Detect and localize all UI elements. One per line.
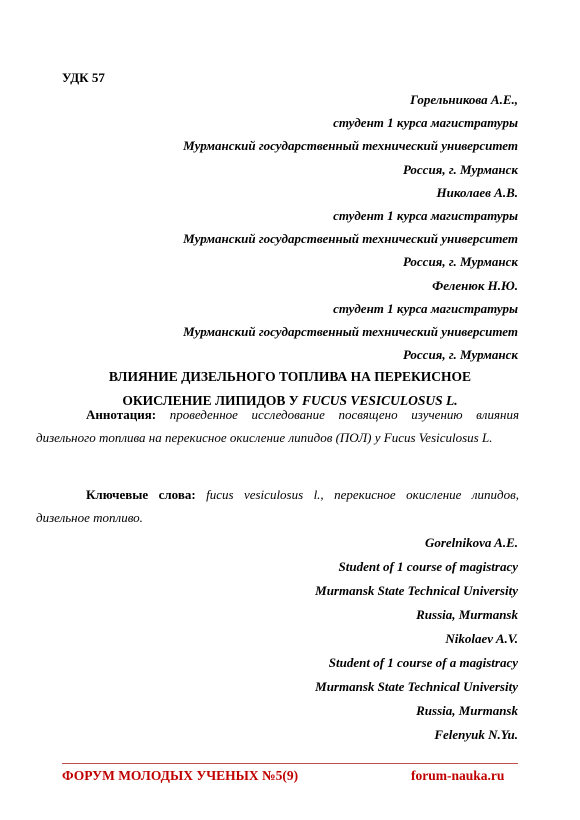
author-line-en: Murmansk State Technical University — [315, 583, 518, 598]
author-line: Мурманский государственный технический университет — [183, 231, 518, 247]
author-line: Россия, г. Мурманск — [402, 347, 518, 363]
author-line: студент 1 курса магистратуры — [333, 115, 518, 131]
annotation-text: проведенное исследование посвящено изучению влияния дизельного топлива на перекисное окисление липидов (ПОЛ) у Fucus Vesiculosus L. — [36, 407, 519, 445]
author-line: Николаев А.В. — [436, 184, 518, 200]
author-line: Россия, г. Мурманск — [402, 254, 518, 270]
keywords-paragraph — [36, 484, 519, 529]
author-line-en: Felenyuk N.Yu. — [434, 727, 518, 742]
title-line-2-plain: ОКИСЛЕНИЕ ЛИПИДОВ У — [122, 393, 302, 408]
author-line: Россия, г. Мурманск — [402, 161, 518, 177]
keywords-label: Ключевые слова: — [86, 487, 196, 502]
author-line-en: Murmansk State Technical University — [315, 679, 518, 694]
author-line-en: Russia, Murmansk — [416, 703, 518, 718]
annotation-paragraph — [36, 404, 519, 449]
udk-code: УДК 57 — [62, 70, 105, 85]
authors-block-ru — [58, 88, 518, 366]
title-line-2-italic: FUCUS VESICULOSUS L. — [302, 393, 458, 408]
author-line-en: Student of 1 course of magistracy — [338, 559, 518, 574]
author-line: студент 1 курса магистратуры — [333, 207, 518, 223]
annotation-label: Аннотация: — [86, 407, 157, 422]
footer-site-link[interactable]: forum-nauka.ru — [411, 768, 505, 783]
footer-journal: ФОРУМ МОЛОДЫХ УЧЕНЫХ №5(9) — [62, 768, 299, 783]
author-line: Мурманский государственный технический университет — [183, 323, 518, 339]
authors-block-en — [58, 531, 518, 747]
author-line-en: Nikolaev A.V. — [445, 631, 518, 646]
author-line: студент 1 курса магистратуры — [333, 300, 518, 316]
author-line: Феленюк Н.Ю. — [432, 277, 518, 293]
author-line-en: Russia, Murmansk — [416, 607, 518, 622]
author-line: Мурманский государственный технический университет — [183, 138, 518, 154]
keywords-text: fucus vesiculosus l., перекисное окисление липидов, дизельное топливо. — [36, 487, 519, 525]
footer-divider — [62, 763, 518, 764]
title-line-1: ВЛИЯНИЕ ДИЗЕЛЬНОГО ТОПЛИВА НА ПЕРЕКИСНОЕ — [108, 369, 472, 384]
author-line-en: Gorelnikova A.E. — [424, 535, 518, 550]
author-line: Горельникова А.Е., — [410, 92, 518, 107]
author-line-en: Student of 1 course of a magistracy — [328, 655, 518, 670]
